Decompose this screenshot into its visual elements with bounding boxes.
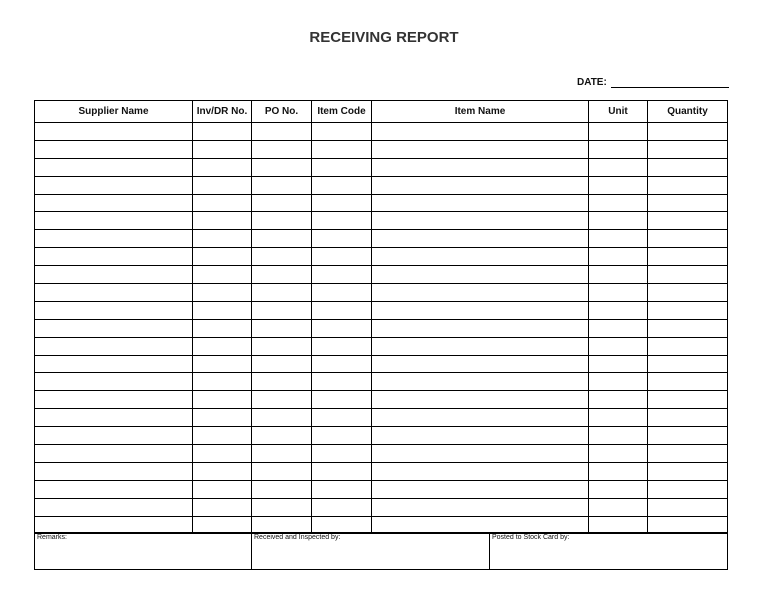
table-cell[interactable] [193, 158, 252, 176]
table-cell[interactable] [193, 409, 252, 427]
table-cell[interactable] [193, 284, 252, 302]
table-cell[interactable] [252, 212, 312, 230]
table-row [35, 319, 728, 337]
table-cell[interactable] [35, 427, 193, 445]
table-cell[interactable] [193, 391, 252, 409]
table-cell[interactable] [252, 427, 312, 445]
table-cell[interactable] [648, 445, 728, 463]
table-cell[interactable] [648, 391, 728, 409]
table-cell[interactable] [372, 158, 589, 176]
table-cell[interactable] [648, 355, 728, 373]
table-cell[interactable] [589, 427, 648, 445]
table-cell[interactable] [252, 176, 312, 194]
table-cell[interactable] [252, 266, 312, 284]
table-row [35, 391, 728, 409]
table-cell[interactable] [35, 284, 193, 302]
table-cell[interactable] [372, 230, 589, 248]
table-cell[interactable] [35, 462, 193, 480]
table-cell[interactable] [252, 140, 312, 158]
table-row [35, 301, 728, 319]
table-cell[interactable] [589, 480, 648, 498]
table-cell[interactable] [312, 391, 372, 409]
table-cell[interactable] [648, 409, 728, 427]
table-cell[interactable] [312, 462, 372, 480]
table-cell[interactable] [372, 176, 589, 194]
table-cell[interactable] [252, 355, 312, 373]
table-cell[interactable] [252, 480, 312, 498]
table-cell[interactable] [372, 123, 589, 141]
table-row [35, 123, 728, 141]
table-cell[interactable] [252, 301, 312, 319]
table-cell[interactable] [312, 301, 372, 319]
table-cell[interactable] [35, 409, 193, 427]
posted-label: Posted to Stock Card by: [492, 534, 570, 541]
table-cell[interactable] [372, 212, 589, 230]
table-cell[interactable] [589, 248, 648, 266]
table-cell[interactable] [35, 445, 193, 463]
table-cell[interactable] [648, 337, 728, 355]
table-cell[interactable] [589, 176, 648, 194]
table-cell[interactable] [312, 355, 372, 373]
remarks-label: Remarks: [37, 534, 67, 541]
table-cell[interactable] [193, 462, 252, 480]
table-cell[interactable] [372, 462, 589, 480]
table-cell[interactable] [252, 337, 312, 355]
table-cell[interactable] [35, 123, 193, 141]
table-cell[interactable] [372, 248, 589, 266]
table-cell[interactable] [35, 158, 193, 176]
table-cell[interactable] [252, 230, 312, 248]
col-item-code: Item Code [312, 101, 372, 123]
table-cell[interactable] [193, 319, 252, 337]
table-cell[interactable] [35, 194, 193, 212]
col-supplier-name: Supplier Name [35, 101, 193, 123]
table-cell[interactable] [312, 230, 372, 248]
table-cell[interactable] [589, 337, 648, 355]
table-row [35, 140, 728, 158]
table-cell[interactable] [372, 427, 589, 445]
table-cell[interactable] [193, 301, 252, 319]
table-cell[interactable] [312, 266, 372, 284]
table-cell[interactable] [589, 355, 648, 373]
table-cell[interactable] [372, 301, 589, 319]
table-cell[interactable] [372, 445, 589, 463]
table-row [35, 176, 728, 194]
received-inspected-box[interactable] [252, 533, 490, 570]
table-cell[interactable] [312, 319, 372, 337]
table-cell[interactable] [589, 409, 648, 427]
col-unit: Unit [589, 101, 648, 123]
table-cell[interactable] [589, 284, 648, 302]
table-row [35, 230, 728, 248]
table-cell[interactable] [35, 391, 193, 409]
table-cell[interactable] [252, 445, 312, 463]
table-row [35, 158, 728, 176]
table-cell[interactable] [372, 355, 589, 373]
table-cell[interactable] [648, 427, 728, 445]
table-cell[interactable] [648, 301, 728, 319]
table-cell[interactable] [589, 266, 648, 284]
table-cell[interactable] [312, 427, 372, 445]
table-row [35, 212, 728, 230]
table-cell[interactable] [312, 176, 372, 194]
table-cell[interactable] [252, 462, 312, 480]
table-cell[interactable] [589, 301, 648, 319]
table-cell[interactable] [193, 248, 252, 266]
remarks-box[interactable] [35, 533, 252, 570]
table-cell[interactable] [372, 409, 589, 427]
table-cell[interactable] [193, 194, 252, 212]
table-cell[interactable] [648, 123, 728, 141]
table-cell[interactable] [372, 480, 589, 498]
table-cell[interactable] [193, 355, 252, 373]
col-po-no: PO No. [252, 101, 312, 123]
table-cell[interactable] [372, 498, 589, 516]
table-cell[interactable] [589, 230, 648, 248]
table-cell[interactable] [589, 462, 648, 480]
table-cell[interactable] [35, 337, 193, 355]
table-cell[interactable] [193, 480, 252, 498]
table-cell[interactable] [648, 480, 728, 498]
col-item-name: Item Name [372, 101, 589, 123]
posted-stock-card-box[interactable] [490, 533, 728, 570]
table-cell[interactable] [193, 140, 252, 158]
table-cell[interactable] [193, 445, 252, 463]
table-cell[interactable] [648, 266, 728, 284]
table-cell[interactable] [589, 498, 648, 516]
table-cell[interactable] [35, 319, 193, 337]
table-row [35, 337, 728, 355]
table-cell[interactable] [372, 391, 589, 409]
table-cell[interactable] [35, 176, 193, 194]
table-cell[interactable] [312, 337, 372, 355]
table-cell[interactable] [312, 194, 372, 212]
table-cell[interactable] [193, 176, 252, 194]
table-cell[interactable] [252, 391, 312, 409]
table-cell[interactable] [312, 373, 372, 391]
col-inv-dr-no: Inv/DR No. [193, 101, 252, 123]
table-cell[interactable] [589, 373, 648, 391]
table-cell[interactable] [589, 319, 648, 337]
table-cell[interactable] [35, 212, 193, 230]
table-cell[interactable] [648, 248, 728, 266]
table-cell[interactable] [35, 498, 193, 516]
table-cell[interactable] [648, 284, 728, 302]
col-quantity: Quantity [648, 101, 728, 123]
table-cell[interactable] [312, 212, 372, 230]
table-cell[interactable] [372, 284, 589, 302]
date-field [577, 74, 729, 88]
table-cell[interactable] [193, 212, 252, 230]
table-cell[interactable] [312, 445, 372, 463]
table-cell[interactable] [312, 248, 372, 266]
receiving-table [34, 100, 728, 534]
received-label: Received and Inspected by: [254, 534, 341, 541]
table-cell[interactable] [648, 498, 728, 516]
table-cell[interactable] [193, 266, 252, 284]
date-label: DATE: [577, 77, 607, 88]
table-cell[interactable] [372, 373, 589, 391]
table-cell[interactable] [35, 373, 193, 391]
table-cell[interactable] [252, 123, 312, 141]
table-cell[interactable] [35, 140, 193, 158]
table-cell[interactable] [193, 427, 252, 445]
table-row [35, 427, 728, 445]
report-title: RECEIVING REPORT [309, 29, 459, 46]
table-cell[interactable] [648, 158, 728, 176]
table-cell[interactable] [252, 373, 312, 391]
table-cell[interactable] [193, 123, 252, 141]
table-cell[interactable] [648, 176, 728, 194]
table-cell[interactable] [252, 158, 312, 176]
table-cell[interactable] [648, 194, 728, 212]
table-cell[interactable] [648, 462, 728, 480]
table-cell[interactable] [372, 194, 589, 212]
table-cell[interactable] [193, 373, 252, 391]
table-row [35, 462, 728, 480]
table-cell[interactable] [35, 480, 193, 498]
table-cell[interactable] [312, 480, 372, 498]
table-cell[interactable] [648, 140, 728, 158]
table-cell[interactable] [589, 445, 648, 463]
table-cell[interactable] [312, 158, 372, 176]
table-cell[interactable] [312, 498, 372, 516]
table-cell[interactable] [252, 284, 312, 302]
table-row [35, 194, 728, 212]
table-cell[interactable] [193, 498, 252, 516]
table-cell[interactable] [372, 319, 589, 337]
table-cell[interactable] [193, 337, 252, 355]
table-row [35, 284, 728, 302]
table-cell[interactable] [589, 194, 648, 212]
table-cell[interactable] [589, 391, 648, 409]
table-cell[interactable] [252, 498, 312, 516]
table-cell[interactable] [252, 194, 312, 212]
table-cell[interactable] [35, 355, 193, 373]
table-cell[interactable] [312, 284, 372, 302]
table-cell[interactable] [372, 140, 589, 158]
table-row [35, 248, 728, 266]
table-row [35, 480, 728, 498]
table-row [35, 498, 728, 516]
table-row [35, 355, 728, 373]
table-cell[interactable] [252, 409, 312, 427]
table-cell[interactable] [312, 140, 372, 158]
table-cell[interactable] [372, 266, 589, 284]
table-cell[interactable] [648, 319, 728, 337]
table-cell[interactable] [35, 301, 193, 319]
table-cell[interactable] [589, 158, 648, 176]
table-cell[interactable] [35, 248, 193, 266]
table-row [35, 445, 728, 463]
signature-footer [34, 532, 728, 570]
table-row [35, 373, 728, 391]
table-cell[interactable] [372, 337, 589, 355]
table-cell[interactable] [312, 409, 372, 427]
table-header-row [35, 101, 728, 123]
table-cell[interactable] [252, 319, 312, 337]
table-cell[interactable] [193, 230, 252, 248]
table-cell[interactable] [648, 373, 728, 391]
table-cell[interactable] [589, 140, 648, 158]
table-cell[interactable] [648, 230, 728, 248]
table-body [35, 123, 728, 534]
table-cell[interactable] [589, 212, 648, 230]
date-input-line[interactable] [611, 75, 729, 88]
table-cell[interactable] [312, 123, 372, 141]
table-row [35, 266, 728, 284]
table-row [35, 409, 728, 427]
table-cell[interactable] [648, 212, 728, 230]
table-cell[interactable] [35, 230, 193, 248]
table-cell[interactable] [35, 266, 193, 284]
table-cell[interactable] [589, 123, 648, 141]
table-cell[interactable] [252, 248, 312, 266]
